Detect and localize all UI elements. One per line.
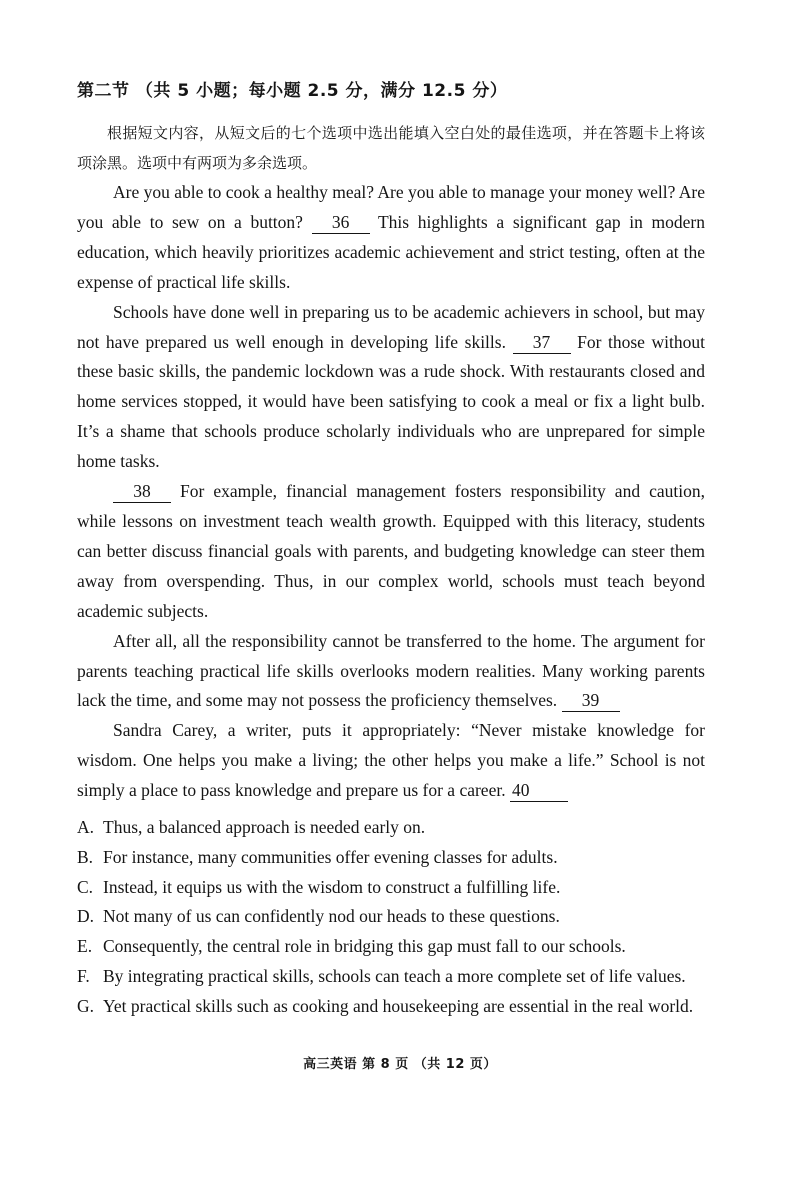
paragraph-text: Are you able to cook a healthy meal? Are you able to manage your money well? Are you able to sew on a button? (77, 182, 705, 232)
answer-options (77, 813, 705, 1022)
paragraph-text: Schools have done well in preparing us to be academic achievers in school, but may not have prepared us well enough in developing life skills. (77, 301, 705, 352)
option-letter: D. (77, 906, 95, 927)
option-text: Not many of us can confidently nod our heads to these questions. (103, 906, 560, 927)
option-b (77, 843, 705, 873)
section-title: 第二节 （共 5 小题；每小题 2.5 分，满分 12.5 分） (77, 81, 508, 101)
answer-blank-39: 39 (562, 689, 620, 712)
option-text: By integrating practical skills, schools can teach a more complete set of life values. (103, 965, 686, 986)
passage-paragraph-1 (77, 178, 705, 298)
paragraph-text: Sandra Carey, a writer, puts it appropriately: “Never mistake knowledge for wisdom. One helps you make a living; the other helps you make a life.” School is not simply a place to pass knowledge and prepare us for a career. (77, 720, 705, 801)
section-instructions: 根据短文内容，从短文后的七个选项中选出能填入空白处的最佳选项，并在答题卡上将该项涂黑。选项中有两项为多余选项。 (77, 124, 705, 172)
option-c (77, 873, 705, 903)
paragraph-text: This highlights a significant gap in modern education, which heavily prioritizes academic achievement and strict testing, often at the expense of practical life skills. (77, 211, 706, 292)
paragraph-text: For example, financial management fosters responsibility and caution, while lessons on investment teach wealth growth. Equipped with this literacy, students can better discuss financial goals with parents, and budgeting knowledge can steer them away from overspending. Thus, in our complex world, schools must teach beyond academic subjects. (77, 481, 705, 621)
option-letter: A. (77, 817, 95, 837)
passage-paragraph-5 (77, 716, 705, 806)
option-letter: G. (77, 995, 95, 1016)
option-a (77, 813, 705, 843)
option-d (77, 902, 705, 932)
option-e (77, 932, 705, 962)
answer-blank-37: 37 (513, 331, 571, 354)
answer-blank-38: 38 (113, 480, 171, 503)
option-text: For instance, many communities offer evening classes for adults. (103, 846, 558, 867)
option-letter: F. (77, 965, 90, 986)
option-letter: E. (77, 936, 93, 957)
passage-paragraph-2 (77, 298, 705, 477)
option-text: Instead, it equips us with the wisdom to construct a fulfilling life. (103, 876, 561, 897)
paragraph-text: For those without these basic skills, the pandemic lockdown was a rude shock. With restaurants closed and home services stopped, it would have been satisfying to cook a meal or fix a light bulb. It’s a shame that schools produce scholarly individuals who are unprepared for simple home tasks. (77, 331, 705, 472)
option-text: Yet practical skills such as cooking and housekeeping are essential in the real world. (103, 995, 694, 1016)
answer-blank-40: 40 (510, 779, 568, 802)
option-g (77, 992, 705, 1022)
option-f (77, 962, 705, 992)
answer-blank-36: 36 (312, 211, 370, 234)
passage-paragraph-4 (77, 627, 705, 717)
option-text: Consequently, the central role in bridging this gap must fall to our schools. (103, 936, 626, 957)
option-letter: C. (77, 876, 94, 897)
page-footer: 高三英语 第 8 页 （共 12 页） (303, 1057, 497, 1072)
option-letter: B. (77, 846, 94, 867)
passage-paragraph-3 (77, 477, 705, 627)
reading-passage (77, 178, 705, 806)
option-text: Thus, a balanced approach is needed early on. (103, 817, 426, 837)
paragraph-text: After all, all the responsibility cannot be transferred to the home. The argument for parents teaching practical life skills overlooks modern realities. Many working parents lack the time, and some may not possess the proficiency themselves. (77, 630, 705, 711)
